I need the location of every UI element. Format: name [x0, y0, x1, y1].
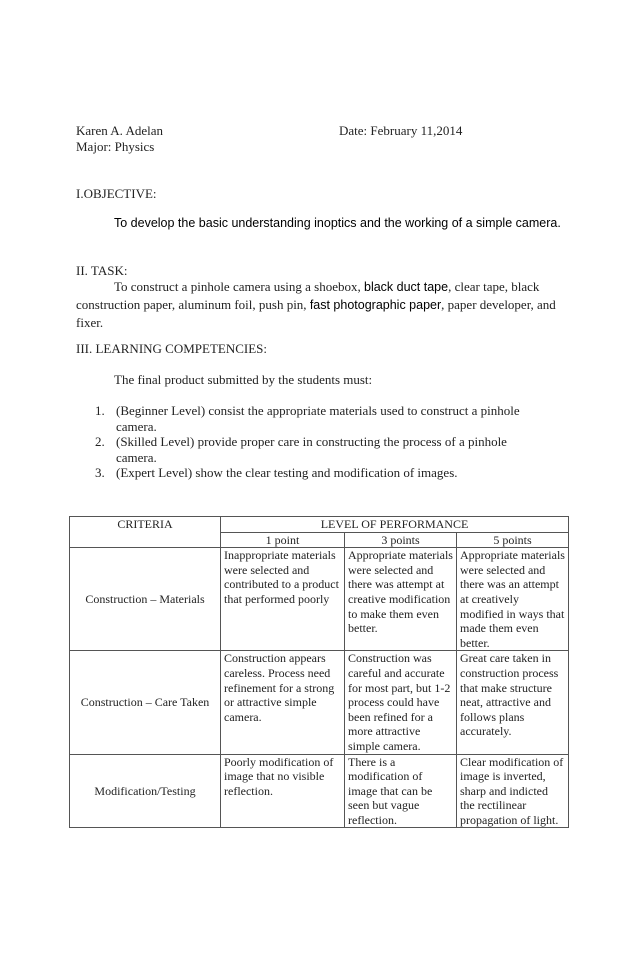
table-header-row: [70, 517, 569, 533]
rubric-cell: Construction appears careless. Process need refinement for a strong or attractive simple camera.: [221, 651, 345, 754]
task-text: [76, 278, 556, 331]
level-header: 1 point: [221, 532, 345, 548]
rubric-cell: Construction was careful and accurate for most part, but 1-2 process could have been refined for a more attractive simple camera.: [345, 651, 457, 754]
task-intro: To construct a pinhole camera using a shoebox,: [114, 279, 364, 294]
list-item-text: (Beginner Level) consist the appropriate materials used to construct a pinhole camera.: [116, 403, 520, 434]
list-number: 1.: [95, 403, 105, 418]
rubric-cell: Inappropriate materials were selected and contributed to a product that performed poorly: [221, 548, 345, 651]
competencies-heading: III. LEARNING COMPETENCIES:: [76, 341, 268, 356]
criteria-cell: Construction – Materials: [70, 548, 221, 651]
performance-header: LEVEL OF PERFORMANCE: [221, 517, 569, 533]
major-line: Major: Physics: [76, 139, 155, 154]
list-number: 3.: [95, 465, 105, 480]
student-name: Karen A. Adelan: [76, 123, 164, 138]
list-item: [76, 434, 546, 465]
task-highlight-duct-tape: black duct tape: [364, 280, 449, 294]
list-item-text: (Expert Level) show the clear testing and modification of images.: [116, 465, 458, 480]
competencies-list: [76, 403, 546, 481]
objective-text: To develop the basic understanding inoptics and the working of a simple camera.: [114, 216, 561, 230]
list-item-text: (Skilled Level) provide proper care in constructing the process of a pinhole camera.: [116, 434, 507, 465]
objective-heading: I.OBJECTIVE:: [76, 186, 157, 201]
rubric-cell: There is a modification of image that can be seen but vague reflection.: [345, 754, 457, 828]
rubric-cell: Appropriate materials were selected and there was attempt at creative modification to make them even better.: [345, 548, 457, 651]
table-row: [70, 651, 569, 754]
list-item: [76, 403, 546, 434]
list-number: 2.: [95, 434, 105, 449]
competencies-intro: The final product submitted by the students must:: [114, 372, 373, 387]
task-heading: II. TASK:: [76, 263, 128, 278]
criteria-cell: Construction – Care Taken: [70, 651, 221, 754]
level-header: 5 points: [457, 532, 569, 548]
table-row: [70, 548, 569, 651]
task-end: , paper developer, and fixer.: [76, 297, 556, 330]
rubric-cell: Appropriate materials were selected and there was an attempt at creatively modified in ways that made them even better.: [457, 548, 569, 651]
task-highlight-photo-paper: fast photographic paper: [309, 298, 442, 312]
task-mid: , clear tape, black construction paper, aluminum foil, push pin,: [76, 279, 540, 312]
date-line: Date: February 11,2014: [339, 123, 463, 138]
rubric-cell: Great care taken in construction process that make structure neat, attractive and follows plans accurately.: [457, 651, 569, 754]
table-row: [70, 754, 569, 828]
rubric-table: [69, 516, 569, 828]
criteria-cell: Modification/Testing: [70, 754, 221, 828]
criteria-header: CRITERIA: [70, 517, 221, 548]
level-header: 3 points: [345, 532, 457, 548]
rubric-cell: Poorly modification of image that no visible reflection.: [221, 754, 345, 828]
rubric-cell: Clear modification of image is inverted, sharp and indicted the rectilinear propagation of light.: [457, 754, 569, 828]
list-item: [76, 465, 546, 481]
